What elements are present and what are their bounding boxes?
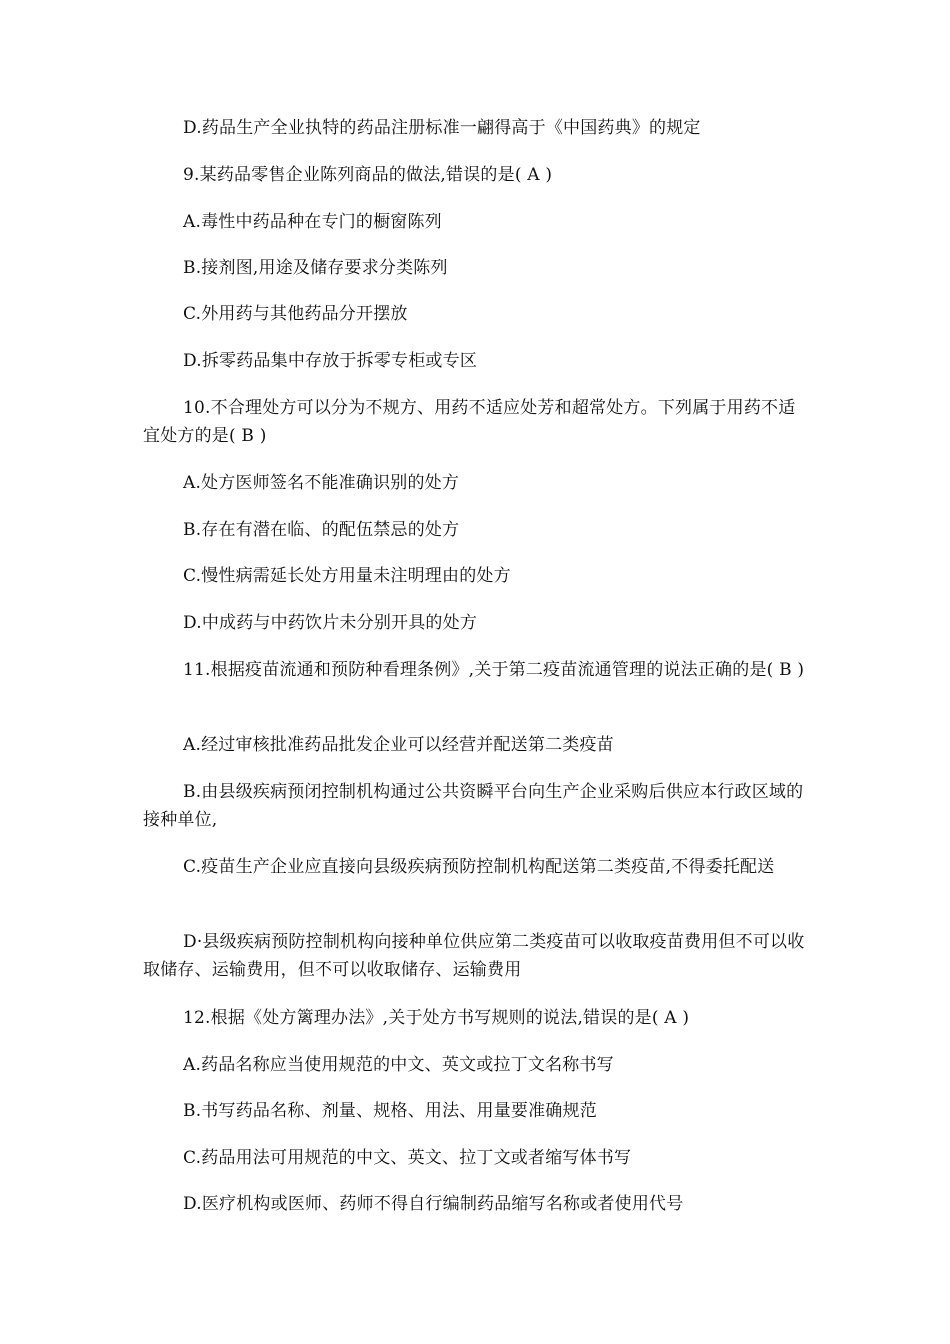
option-d-q9: D.拆零药品集中存放于拆零专柜或专区	[183, 351, 478, 371]
option-c-q9: C.外用药与其他药品分开摆放	[183, 304, 408, 324]
option-b-q11: B.由县级疾病预闭控制机构通过公共资瞬平台向生产企业采购后供应本行政区域的接种单位,	[143, 782, 804, 830]
option-b-q10: B.存在有潜在临、的配伍禁忌的处方	[183, 520, 460, 540]
option-d-q12: D.医疗机构或医师、药师不得自行编制药品缩写名称或者使用代号	[183, 1194, 684, 1214]
question-9: 9.某药品零售企业陈列商品的做法,错误的是( A )	[183, 165, 553, 185]
option-c-q11: C.疫苗生产企业应直接向县级疾病预防控制机构配送第二类疫苗,不得委托配送	[183, 857, 775, 877]
option-b-q9: B.接剂图,用途及储存要求分类陈列	[183, 258, 448, 278]
option-a-q12: A.药品名称应当使用规范的中文、英文或拉丁文名称书写	[183, 1055, 614, 1075]
question-12: 12.根据《处方篱理办法》,关于处方书写规则的说法,错误的是( A )	[183, 1008, 690, 1028]
question-11: 11.根据疫苗流通和预防种看理条例》,关于第二疫苗流通管理的说法正确的是( B )	[183, 660, 805, 680]
option-d-q8: D.药品生产全业执特的药品注册标准一翩得高于《中国药典》的规定	[183, 118, 701, 138]
option-a-q11: A.经过审核批准药品批发企业可以经营并配送第二类疫苗	[183, 735, 614, 755]
option-a-q9: A.毒性中药品种在专门的橱窗陈列	[183, 212, 442, 232]
option-c-q10: C.慢性病需延长处方用量未注明理由的处方	[183, 566, 511, 586]
option-b-q12: B.书写药品名称、剂量、规格、用法、用量要准确规范	[183, 1101, 597, 1121]
question-10: 10.不合理处方可以分为不规方、用药不适应处芳和超常处方。下列属于用药不适宜处方的是( B )	[143, 398, 796, 446]
option-a-q10: A.处方医师签名不能准确识别的处方	[183, 473, 460, 493]
option-c-q12: C.药品用法可用规范的中文、英文、拉丁文或者缩写体书写	[183, 1148, 632, 1168]
option-d-q11: D·县级疾病预防控制机构向接种单位供应第二类疫苗可以收取疫苗费用但不可以收取储存、运输费用，但不可以收取储存、运输费用	[143, 932, 805, 980]
option-d-q10: D.中成药与中药饮片未分别开具的处方	[183, 613, 478, 633]
